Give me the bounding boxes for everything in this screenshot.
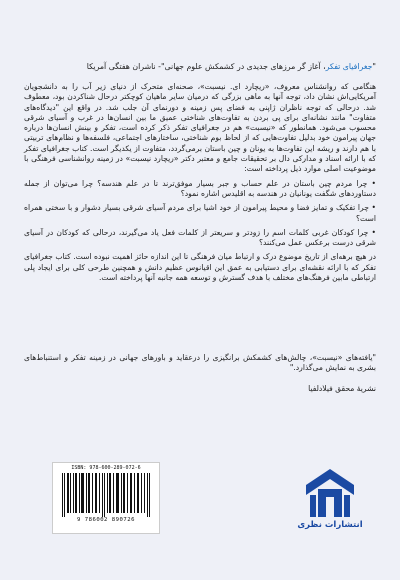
paragraph-intro: هنگامی که روانشناس معروف، «ریچارد ای. نیسبت»، صحنه‌ای متحرک از دنیای زیر آب را به دانشجویان آمریکایی‌اش نشان داد، توجه آنها به ماهی بزرگی که درمیان سایر ماهیان کوچکتر درحال شناکردن بود، معطوف شد. درحالی که توجه ناظران ژاپنی به فضای پس زمینه و دورنمای آن جلب شد. در واقع این "دیدگاه‌های متفاوت" مانند نشانه‌ای برای پی بردن به تفاوت‌های شناختی عمیق ما بین انسان‌ها در غرب و آسیای شرقی محسوب می‌شود. همانطور که «نیسبت» هم در جغرافیای تفکر ذکر کرده است، تفکر و بینش انسان‌ها درباره جهان پیرامون خود بدلیل تفاوت‌هایی که از لحاظ بوم شناختی، ساختارهای اجتماعی، فلسفه‌ها و نظام‌های تربیتی با هم دارند و ریشه این تفاوت‌ها به یونان و چین باستان برمی‌گردد، متفاوت از یکدیگر است. کتاب جغرافیای تفکر که با ارائه اسناد و مدارکی دال بر تحقیقات جامع و معتبر دکتر «ریچارد نیسبت» در زمینه روانشناسی فرهنگی با موضوعیت اصلی موارد ذیل پرداخته است:	[24, 82, 376, 174]
description-text	[24, 82, 376, 287]
barcode	[52, 462, 160, 534]
paragraph-conclusion: در هیچ برهه‌ای از تاریخ موضوع درک و ارتباط میان فرهنگی تا این اندازه حائز اهمیت نبوده است. کتاب جغرافیای تفکر که با ارائه نقشه‌ای برای دستیابی به عمق این اقیانوس عظیم دانش و همچنین طرحی کلی برای ایجاد پلی ارتباطی مابین فرهنگ‌های مختلف با هدف گسترش و توسعه همه جانبه آنها پرداخته است.	[24, 252, 376, 283]
quote-source: نشریهٔ محقق فیلادلفیا	[308, 384, 376, 393]
publisher-name: انتشارات نظری	[297, 520, 363, 530]
closing-quote: "یافته‌های «نیسبت»، چالش‌های کشمکش برانگیزی را درعقاید و باورهای جهانی در زمینه تفکر و استنباط‌های بشری به نمایش می‌گذارد."	[24, 353, 376, 373]
quote-title: جغرافیای تفکر	[325, 62, 373, 71]
barcode-number: 9 786002 890726	[76, 517, 136, 523]
quote-text: ، آغاز گر مرزهای جدیدی در کشمکش علوم جهانی"- ناشران هفتگی آمریکا	[86, 62, 326, 71]
bullet-3: • چرا کودکان غربی کلمات اسم را زودتر و سریعتر از کلمات فعل یاد می‌گیرند، درحالی که کودکان در آسیای شرقی درست برعکس عمل می‌کنند؟	[24, 227, 376, 248]
barcode-bars	[60, 473, 152, 517]
blurb-quote: "جغرافیای تفکر، آغاز گر مرزهای جدیدی در کشمکش علوم جهانی"- ناشران هفتگی آمریکا	[86, 62, 376, 71]
isbn-label: ISBN: 978-600-289-072-6	[71, 465, 141, 471]
bullet-2: • چرا تفکیک و تمایز فضا و محیط پیرامون از خود اشیا برای مردم آسیای شرقی بسیار دشوار و با سختی همراه است؟	[24, 203, 376, 223]
bullet-1: • چرا مردم چین باستان در علم حساب و جبر بسیار موفق‌ترند تا در علم هندسه؟ چرا می‌توان از جمله دستاوردهای شگفت یونانیان در هندسه به اقلیدس اشاره نمود؟	[24, 178, 376, 198]
